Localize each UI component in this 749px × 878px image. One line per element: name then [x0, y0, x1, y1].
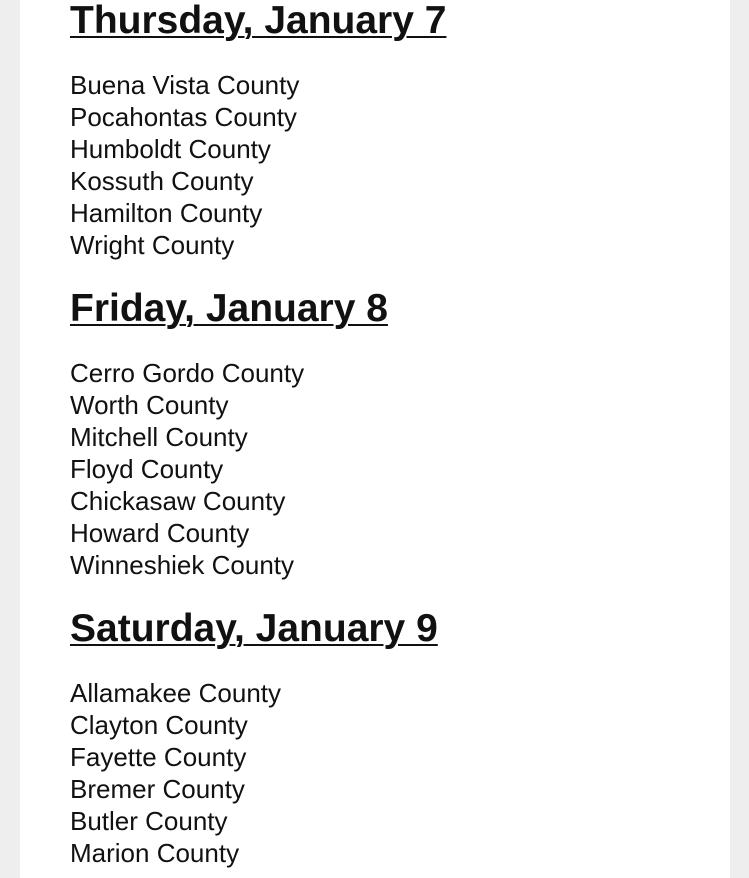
county-item: Bremer County [70, 774, 245, 804]
county-list [70, 69, 446, 261]
day-section-thursday [70, 0, 447, 261]
county-item: Worth County [70, 390, 229, 420]
county-item: Kossuth County [70, 166, 254, 196]
county-item: Fayette County [70, 742, 247, 772]
county-item: Mitchell County [70, 422, 248, 452]
county-item: Cerro Gordo County [70, 358, 305, 388]
day-heading: Saturday, January 9 [70, 607, 438, 650]
county-item: Buena Vista County [70, 70, 300, 100]
day-section-saturday [70, 607, 446, 869]
day-heading: Thursday, January 7 [70, 0, 447, 42]
county-item: Winneshiek County [70, 550, 294, 580]
document-page [20, 0, 730, 878]
day-heading: Friday, January 8 [70, 287, 388, 330]
county-item: Clayton County [70, 710, 248, 740]
county-item: Butler County [70, 806, 228, 836]
county-item: Pocahontas County [70, 102, 297, 132]
day-section-friday [70, 287, 446, 581]
county-item: Allamakee County [70, 678, 281, 708]
county-item: Hamilton County [70, 198, 263, 228]
county-item: Wright County [70, 230, 235, 260]
county-list [70, 677, 446, 869]
county-item: Humboldt County [70, 134, 271, 164]
county-item: Chickasaw County [70, 486, 286, 516]
county-item: Howard County [70, 518, 250, 548]
county-item: Floyd County [70, 454, 224, 484]
schedule-content [70, 0, 447, 878]
county-list [70, 357, 446, 581]
county-item: Marion County [70, 838, 240, 868]
